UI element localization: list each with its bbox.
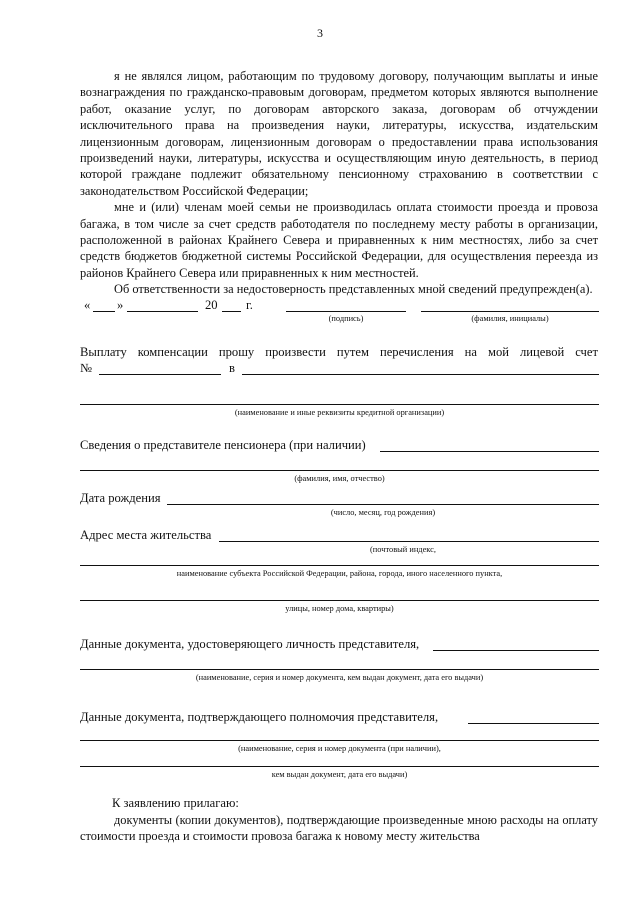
bank-preposition: в xyxy=(229,361,235,375)
date-day-field[interactable] xyxy=(93,311,115,312)
address-label: Адрес места жительства xyxy=(80,528,212,542)
address-street-field[interactable] xyxy=(80,600,599,601)
bank-name-field[interactable] xyxy=(242,374,599,375)
birth-date-label: Дата рождения xyxy=(80,491,161,505)
postal-index-caption: (почтовый индекс, xyxy=(370,545,436,554)
attachments-list xyxy=(80,812,598,845)
declaration-paragraph-responsibility: Об ответственности за недостоверность представленных мной сведений предупрежден(а). xyxy=(114,282,593,297)
signature-field[interactable] xyxy=(286,311,406,312)
birth-date-caption: (число, месяц, год рождения) xyxy=(330,508,436,517)
bank-details-field[interactable] xyxy=(80,404,599,405)
date-year-prefix: 20 xyxy=(205,298,218,312)
date-year-field[interactable] xyxy=(222,311,241,312)
identity-document-label: Данные документа, удостоверяющего личность представителя, xyxy=(80,637,420,651)
attachments-heading: К заявлению прилагаю: xyxy=(112,796,239,810)
identity-document-field[interactable] xyxy=(433,650,599,651)
identity-document-caption: (наименование, серия и номер документа, кем выдан документ, дата его выдачи) xyxy=(195,673,484,682)
representative-field[interactable] xyxy=(380,451,599,452)
payment-request-text: Выплату компенсации прошу произвести путем перечисления на мой лицевой счет xyxy=(80,345,598,359)
authority-document-field[interactable] xyxy=(468,723,599,724)
bank-details-caption: (наименование и иные реквизиты кредитной организации) xyxy=(234,408,445,417)
declaration-paragraph-employment: я не являлся лицом, работающим по трудовому договору, получающим выплаты и иные вознаграждения по гражданско-правовым договорам, предметом которых являются выполнение работ, оказание услуг, по договорам авторского заказа, договорам об отчуждении исключительного права на произведения науки, литературы, искусства, издательским лицензионным договорам, лицензионным договорам о предоставлении права использования произведений науки, литературы, искусства и осуществляющим иную деятельность, в период которой граждане подлежит обязательному пенсионному страхованию в соответствии с законодательством Российской Федерации; xyxy=(80,69,598,198)
declaration-paragraph-travel: мне и (или) членам моей семьи не производилась оплата стоимости проезда и провоза багажа, в том числе за счет средств работодателя по последнему месту работы в организации, расположенной в районах Крайнего Севера и приравненных к ним местностях, либо за счет средств бюджетов бюджетной системы Российской Федерации, для осуществления переезда из районов Крайнего Севера или приравненных к ним местностей. xyxy=(80,200,598,280)
birth-date-field[interactable] xyxy=(167,504,599,505)
page-number: 3 xyxy=(317,26,323,40)
representative-label: Сведения о представителе пенсионера (при наличии) xyxy=(80,438,366,452)
signer-name-field[interactable] xyxy=(421,311,599,312)
authority-document-issuer-caption: кем выдан документ, дата его выдачи) xyxy=(271,770,408,779)
authority-document-details-field[interactable] xyxy=(80,740,599,741)
address-region-field[interactable] xyxy=(80,565,599,566)
authority-document-label: Данные документа, подтверждающего полномочия представителя, xyxy=(80,710,439,724)
identity-document-details-field[interactable] xyxy=(80,669,599,670)
date-quote-open: « xyxy=(84,298,91,312)
attachment-item: документы (копии документов), подтверждающие произведенные мною расходы на оплату стоимости проезда и стоимости провоза багажа к новому месту жительства xyxy=(80,813,598,844)
date-year-suffix: г. xyxy=(246,298,253,312)
representative-fio-field[interactable] xyxy=(80,470,599,471)
date-month-field[interactable] xyxy=(127,311,198,312)
address-street-caption: улицы, номер дома, квартиры) xyxy=(285,604,394,613)
signature-caption: (подпись) xyxy=(328,314,364,323)
account-number-field[interactable] xyxy=(99,374,221,375)
authority-document-caption: (наименование, серия и номер документа (при наличии), xyxy=(238,744,441,753)
address-field[interactable] xyxy=(219,541,599,542)
authority-document-issuer-field[interactable] xyxy=(80,766,599,767)
representative-fio-caption: (фамилия, имя, отчество) xyxy=(294,474,385,483)
account-number-sign: № xyxy=(80,361,93,375)
date-quote-close: » xyxy=(117,298,124,312)
address-region-caption: наименование субъекта Российской Федерации, района, города, иного населенного пункта, xyxy=(176,569,503,578)
declaration-text xyxy=(80,68,598,298)
signer-name-caption: (фамилия, инициалы) xyxy=(471,314,549,323)
